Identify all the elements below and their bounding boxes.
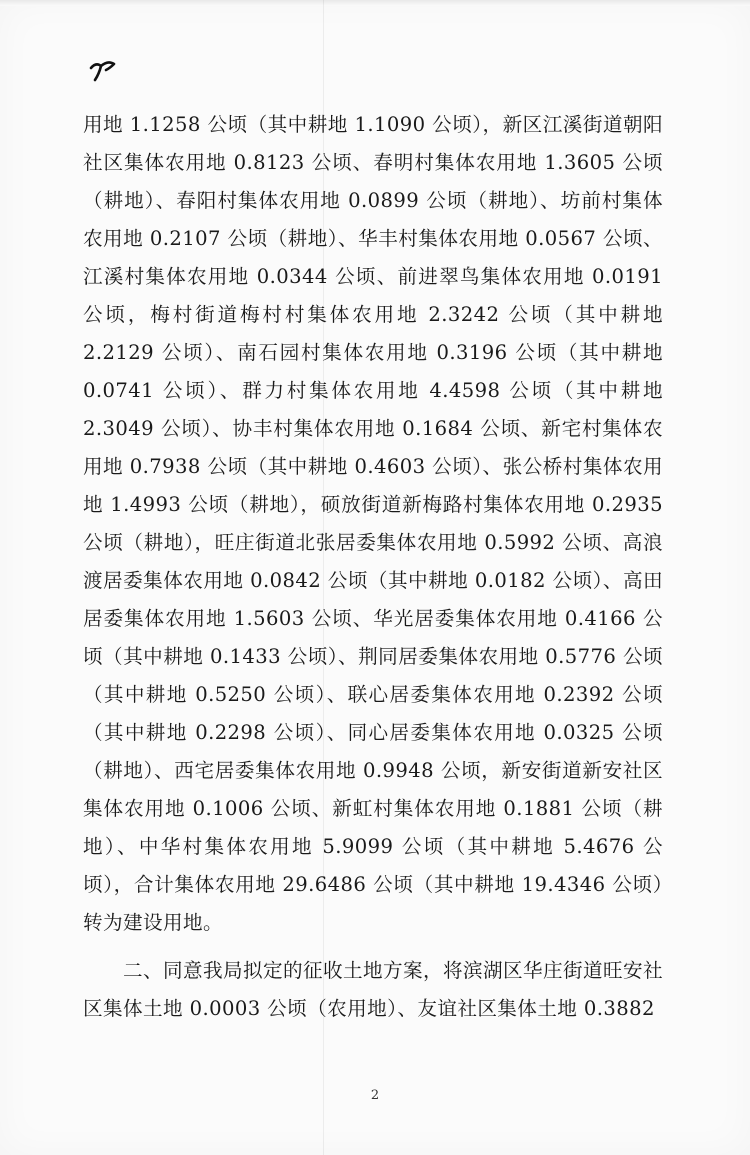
paragraph-continued: 用地 1.1258 公顷（其中耕地 1.1090 公顷），新区江溪街道朝阳社区集体农用地 0.8123 公顷、春明村集体农用地 1.3605 公顷（耕地）、春阳村集体农用地 0.0899 公顷（耕地）、坊前村集体农用地 0.2107 公顷（耕地）、华丰村集体农用地 0.0567 公顷、江溪村集体农用地 0.0344 公顷、前进翠鸟集体农用地 0.0191 公顷，梅村街道梅村村集体农用地 2.3242 公顷（其中耕地 2.2129 公顷）、南石园村集体农用地 0.3196 公顷（其中耕地 0.0741 公顷）、群力村集体农用地 4.4598 公顷（其中耕地 2.3049 公顷）、协丰村集体农用地 0.1684 公顷、新宅村集体农用地 0.7938 公顷（其中耕地 0.4603 公顷）、张公桥村集体农用地 1.4993 公顷（耕地），硕放街道新梅路村集体农用地 0.2935 公顷（耕地），旺庄街道北张居委集体农用地 0.5992 公顷、高浪渡居委集体农用地 0.0842 公顷（其中耕地 0.0182 公顷）、高田居委集体农用地 1.5603 公顷、华光居委集体农用地 0.4166 公顷（其中耕地 0.1433 公顷）、荆同居委集体农用地 0.5776 公顷（其中耕地 0.5250 公顷）、联心居委集体农用地 0.2392 公顷（其中耕地 0.2298 公顷）、同心居委集体农用地 0.0325 公顷（耕地）、西宅居委集体农用地 0.9948 公顷，新安街道新安社区集体农用地 0.1006 公顷、新虹村集体农用地 0.1881 公顷（耕地）、中华村集体农用地 5.9099 公顷（其中耕地 5.4676 公顷），合计集体农用地 29.6486 公顷（其中耕地 19.4346 公顷）转为建设用地。 <box>83 113 663 934</box>
handwritten-mark-icon <box>88 56 122 84</box>
page-number: 2 <box>370 1088 380 1103</box>
paragraph-section-two: 二、同意我局拟定的征收土地方案，将滨湖区华庄街道旺安社区集体土地 0.0003 公顷（农用地）、友谊社区集体土地 0.3882 <box>83 959 663 1020</box>
page-top-edge <box>0 0 750 6</box>
document-body <box>83 106 663 1028</box>
